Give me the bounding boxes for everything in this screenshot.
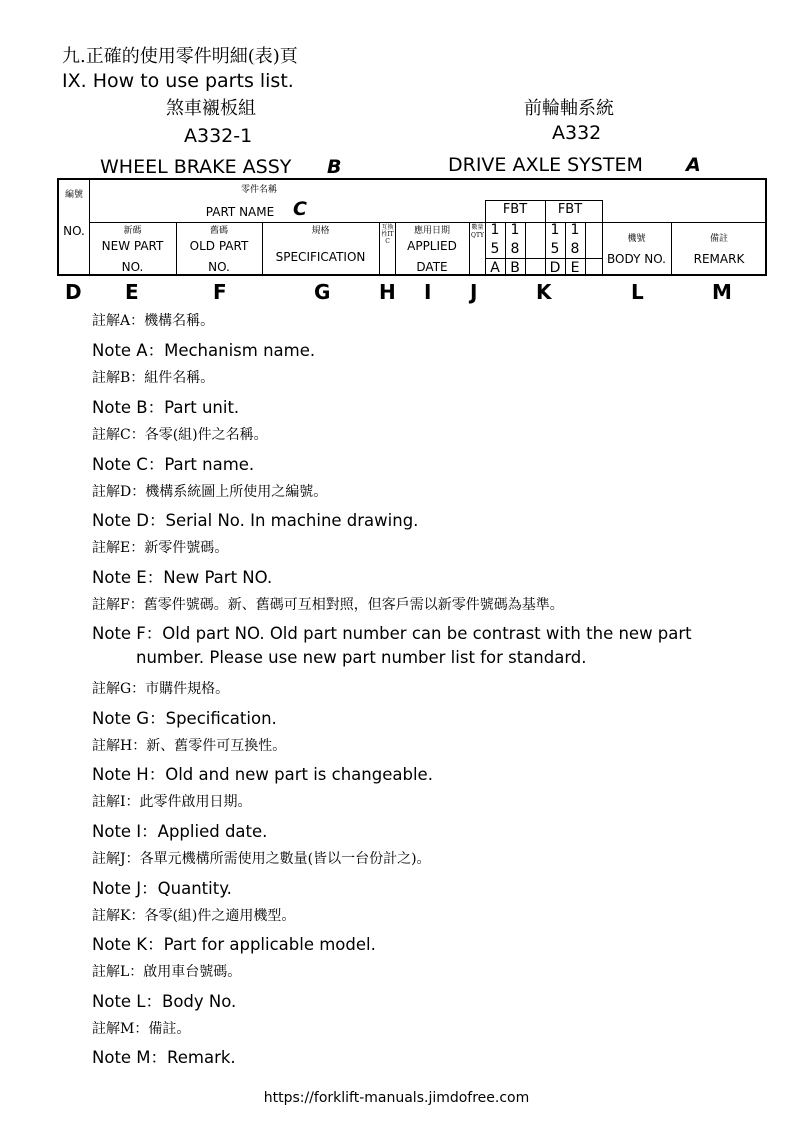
note-k-en: Note K：Part for applicable model.	[92, 935, 376, 954]
model-1-mid: 5	[490, 241, 500, 257]
old-part-en1: OLD PART	[189, 239, 249, 253]
model-3-bot: D	[549, 260, 561, 276]
note-f-en: Note F：Old part NO. Old part number can be contrast with the new part	[92, 624, 692, 643]
left-group-en: WHEEL BRAKE ASSY	[100, 156, 292, 178]
left-group-code: A332-1	[184, 125, 253, 147]
fbt-label-2: FBT	[557, 202, 583, 217]
note-a-zh: 註解A：機構名稱。	[92, 313, 215, 329]
note-h-zh: 註解H：新、舊零件可互換性。	[92, 738, 287, 754]
note-i-en: Note I：Applied date.	[92, 822, 268, 841]
body-no-zh: 機號	[627, 234, 646, 244]
column-letter-f: F	[213, 280, 227, 304]
remark-en: REMARK	[693, 252, 745, 266]
old-part-en2: NO.	[208, 260, 230, 274]
model-4-mid: 8	[570, 241, 580, 257]
no-en: NO.	[63, 224, 85, 238]
note-j-en: Note J：Quantity.	[92, 879, 232, 898]
part-name-zh: 零件名稱	[240, 185, 277, 195]
model-2-mid: 8	[510, 241, 520, 257]
right-group-zh: 前輪軸系統	[524, 98, 614, 119]
model-2-top: 1	[510, 222, 520, 238]
qty-zh: 數量QTY	[471, 224, 484, 239]
note-m-en: Note M：Remark.	[92, 1048, 236, 1067]
model-3-top: 1	[550, 222, 560, 238]
note-b-zh: 註解B：組件名稱。	[92, 370, 215, 386]
note-b-en: Note B：Part unit.	[92, 398, 240, 417]
part-name-en: PART NAME	[205, 205, 275, 219]
new-part-en1: NEW PART	[101, 239, 164, 253]
model-4-top: 1	[570, 222, 580, 238]
column-letter-i: I	[424, 280, 432, 304]
column-letter-h: H	[379, 280, 396, 304]
old-part-zh: 舊碼	[209, 226, 228, 236]
remark-zh: 備註	[709, 234, 728, 244]
model-2-bot: B	[510, 260, 520, 276]
footer-url[interactable]: https://forklift-manuals.jimdofree.com	[263, 1090, 530, 1106]
note-f-zh: 註解F：舊零件號碼。新、舊碼可互相對照，但客戶需以新零件號碼為基準。	[92, 597, 564, 613]
spec-en: SPECIFICATION	[275, 250, 366, 264]
note-g-en: Note G：Specification.	[92, 709, 277, 728]
column-letter-l: L	[631, 280, 644, 304]
note-j-zh: 註解J：各單元機構所需使用之數量(皆以一台份計之)。	[92, 851, 431, 867]
right-group-en: DRIVE AXLE SYSTEM	[448, 154, 643, 176]
column-letter-g: G	[314, 280, 331, 304]
note-f-en-cont: number. Please use new part number list for standard.	[136, 648, 587, 667]
model-4-bot: E	[570, 260, 580, 276]
note-d-en: Note D：Serial No. In machine drawing.	[92, 511, 419, 530]
heading-zh: 九.正確的使用零件明細(表)頁	[62, 46, 298, 67]
interchange-zh: 互換性ITC	[381, 224, 394, 245]
left-group-letter: B	[327, 156, 342, 178]
right-group-letter: A	[686, 154, 701, 176]
left-group-zh: 煞車襯板組	[166, 98, 256, 119]
new-part-zh: 新碼	[123, 226, 142, 236]
note-m-zh: 註解M：備註。	[92, 1021, 191, 1037]
model-1-bot: A	[490, 260, 500, 276]
column-letter-j: J	[470, 280, 478, 304]
note-g-zh: 註解G：市購件規格。	[92, 681, 230, 697]
note-h-en: Note H：Old and new part is changeable.	[92, 765, 433, 784]
note-d-zh: 註解D：機構系統圖上所使用之編號。	[92, 484, 328, 500]
model-3-mid: 5	[550, 241, 560, 257]
spec-zh: 規格	[311, 226, 330, 236]
column-letter-d: D	[65, 280, 82, 304]
date-zh: 應用日期	[413, 226, 450, 236]
no-zh: 編號	[64, 190, 83, 200]
date-en1: APPLIED	[407, 239, 457, 253]
column-letter-e: E	[125, 280, 139, 304]
heading-en: IX. How to use parts list.	[62, 70, 294, 92]
note-a-en: Note A：Mechanism name.	[92, 341, 316, 360]
right-group-code: A332	[552, 122, 602, 144]
note-l-en: Note L：Body No.	[92, 992, 237, 1011]
note-l-zh: 註解L：啟用車台號碼。	[92, 964, 242, 980]
note-c-zh: 註解C：各零(組)件之名稱。	[92, 427, 268, 443]
model-1-top: 1	[490, 222, 500, 238]
note-k-zh: 註解K：各零(組)件之適用機型。	[92, 908, 296, 924]
note-e-zh: 註解E：新零件號碼。	[92, 540, 229, 556]
note-c-en: Note C：Part name.	[92, 455, 255, 474]
column-letter-m: M	[712, 280, 732, 304]
fbt-label-1: FBT	[502, 202, 528, 217]
new-part-en2: NO.	[121, 260, 144, 274]
body-no-en: BODY NO.	[607, 252, 666, 266]
note-i-zh: 註解I：此零件啟用日期。	[92, 794, 252, 810]
column-letter-k: K	[536, 280, 552, 304]
note-e-en: Note E：New Part NO.	[92, 568, 273, 587]
part-name-letter: C	[293, 198, 307, 220]
parts-table-header	[57, 178, 767, 276]
date-en2: DATE	[416, 260, 448, 274]
